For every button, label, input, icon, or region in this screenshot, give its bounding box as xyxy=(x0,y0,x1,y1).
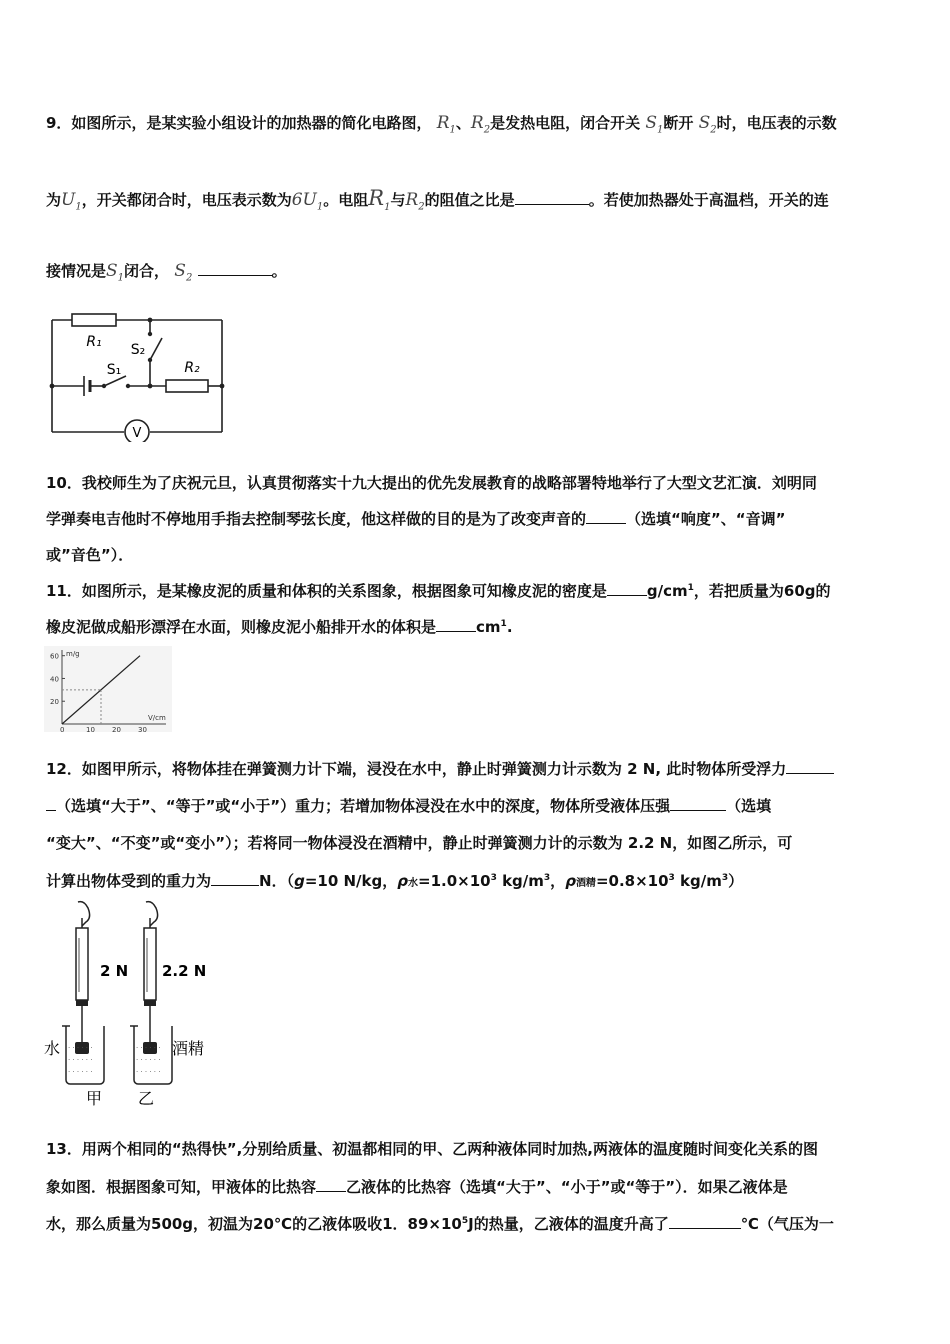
svg-text:· · · · · ·: · · · · · · xyxy=(136,1056,161,1064)
label-r2: R₂ xyxy=(184,360,200,376)
q12-line-4: 计算出物体受到的重力为 N．（g=10 N/kg，ρ水$=1.0\times 10^3$ $kg/m^3$，ρ酒精$=0.8\times 10^3$ $kg/m^3$） xyxy=(46,872,744,890)
svg-text:· · · · · ·: · · · · · · xyxy=(68,1068,93,1076)
q13-line-2: 象如图．根据图象可知，甲液体的比热容 乙液体的比热容（选填“大于”、“小于”或“等于”）．如果乙液体是 xyxy=(46,1178,788,1196)
hand-b xyxy=(146,902,158,926)
symbol-r2: $R_2$ xyxy=(470,113,491,136)
symbol-u1: $U_1$ xyxy=(61,190,82,213)
symbol-r1: $R_1$ xyxy=(436,113,456,136)
answer-blank-temperature[interactable] xyxy=(669,1214,741,1229)
q9-line-3: 接情况是$S_1$闭合， $S_2$ 。 xyxy=(46,261,287,284)
series-line xyxy=(62,656,140,724)
y-tick-label: 20 xyxy=(50,698,59,707)
label-yi: 乙 xyxy=(138,1089,155,1108)
q10-line-1: 10．我校师生为了庆祝元旦，认真贯彻落实十九大提出的优先发展教育的战略部署特地举行了大型文艺汇演．刘明同 xyxy=(46,474,817,492)
label-jia: 甲 xyxy=(86,1089,103,1108)
q11-line-1: 11．如图所示，是某橡皮泥的质量和体积的关系图象，根据图象可知橡皮泥的密度是 $g/cm^1$，若把质量为60g的 xyxy=(46,582,831,600)
answer-blank-sound[interactable] xyxy=(586,509,626,524)
q9-line-2: 为$U_1$，开关都闭合时，电压表示数为$6U_1$。电阻$R_1$与$R_2$的阻值之比是 。若使加热器处于高温档，开关的连 xyxy=(46,186,829,214)
spring-scale-b xyxy=(144,928,156,1000)
spring-scale-a xyxy=(76,928,88,1000)
x-tick-label: 30 xyxy=(138,726,147,732)
x-axis-label: V/cm xyxy=(148,714,166,722)
reading-b: 2.2 N xyxy=(162,962,207,980)
label-alcohol: 酒精 xyxy=(172,1039,205,1058)
answer-blank-volume[interactable] xyxy=(436,617,476,632)
answer-blank-pressure[interactable] xyxy=(670,796,726,811)
x-tick-label: 10 xyxy=(86,726,95,732)
answer-blank-buoyancy-b[interactable] xyxy=(46,796,56,811)
q9-line-1: 9．如图所示，是某实验小组设计的加热器的简化电路图， $R_1$、$R_2$是发热电阻，闭合开关 $S_1$断开 $S_2$时，电压表的示数 xyxy=(46,113,837,136)
answer-blank-ratio[interactable] xyxy=(515,190,589,205)
q12-line-3: “变大”、“不变”或“变小”）；若将同一物体浸没在酒精中，静止时弹簧测力计的示数为 2.2 N，如图乙所示，可 xyxy=(46,834,793,852)
x-tick-label: 0 xyxy=(60,726,65,732)
svg-text:· · · · · ·: · · · · · · xyxy=(68,1056,93,1064)
symbol-r2-b: $R_2$ xyxy=(405,190,425,213)
symbol-s2-b: $S_2$ xyxy=(174,261,193,284)
answer-blank-s2-state[interactable] xyxy=(198,261,272,276)
y-tick-label: 40 xyxy=(50,675,59,684)
q10-line-2: 学弹奏电吉他时不停地用手指去控制琴弦长度，他这样做的目的是为了改变声音的 （选填“响度”、“音调” xyxy=(46,510,786,528)
label-s2: S₂ xyxy=(130,342,146,358)
answer-blank-density[interactable] xyxy=(607,581,647,596)
resistor-r1 xyxy=(72,314,116,326)
switch-s2-blade xyxy=(150,338,162,360)
svg-text:· · · · · ·: · · · · · · xyxy=(68,1044,93,1052)
q12-line-1: 12．如图甲所示，将物体挂在弹簧测力计下端，浸没在水中，静止时弹簧测力计示数为 2 N, 此时物体所受浮力 xyxy=(46,758,834,779)
reading-a: 2 N xyxy=(100,962,129,980)
x-tick-label: 20 xyxy=(112,726,121,732)
label-voltmeter: V xyxy=(132,426,142,441)
q13-line-1: 13．用两个相同的“热得快”,分别给质量、初温都相同的甲、乙两种液体同时加热,两液体的温度随时间变化关系的图 xyxy=(46,1140,818,1158)
label-s1: S₁ xyxy=(106,362,122,378)
q10-line-3: 或”音色”）． xyxy=(46,546,134,564)
q11-line-2: 橡皮泥做成船形漂浮在水面，则橡皮泥小船排开水的体积是 $cm^1$. xyxy=(46,618,513,636)
hand-a xyxy=(78,902,90,926)
q11-mass-volume-chart xyxy=(44,646,172,732)
symbol-s2: $S_2$ xyxy=(698,113,717,136)
answer-blank-gravity[interactable] xyxy=(211,871,259,886)
q13-line-3: 水，那么质量为500g，初温为20℃的乙液体吸收1．$89\times 10^5J$的热量，乙液体的温度升高了 ℃（气压为一 xyxy=(46,1215,834,1233)
svg-text:· · · · · ·: · · · · · · xyxy=(136,1068,161,1076)
answer-blank-buoyancy-a[interactable] xyxy=(786,759,834,774)
symbol-r1-large: $R_1$ xyxy=(368,186,391,214)
resistor-r2 xyxy=(166,380,208,392)
q12-line-2: （选填“大于”、“等于”或“小于”）重力；若增加物体浸没在水中的深度，物体所受液体压强 （选填 xyxy=(46,795,771,816)
y-axis-label: m/g xyxy=(66,650,80,658)
symbol-s1-b: $S_1$ xyxy=(106,261,125,284)
symbol-6u1: $6U_1$ xyxy=(291,190,324,213)
label-water: 水 xyxy=(44,1039,61,1058)
svg-text:· · · · · ·: · · · · · · xyxy=(136,1044,161,1052)
q12-spring-scale-figure xyxy=(42,898,222,1110)
q9-circuit-diagram xyxy=(44,308,234,442)
y-tick-label: 60 xyxy=(50,652,59,661)
answer-blank-specific-heat[interactable] xyxy=(316,1177,346,1192)
symbol-s1: $S_1$ xyxy=(645,113,664,136)
label-r1: R₁ xyxy=(86,334,102,350)
